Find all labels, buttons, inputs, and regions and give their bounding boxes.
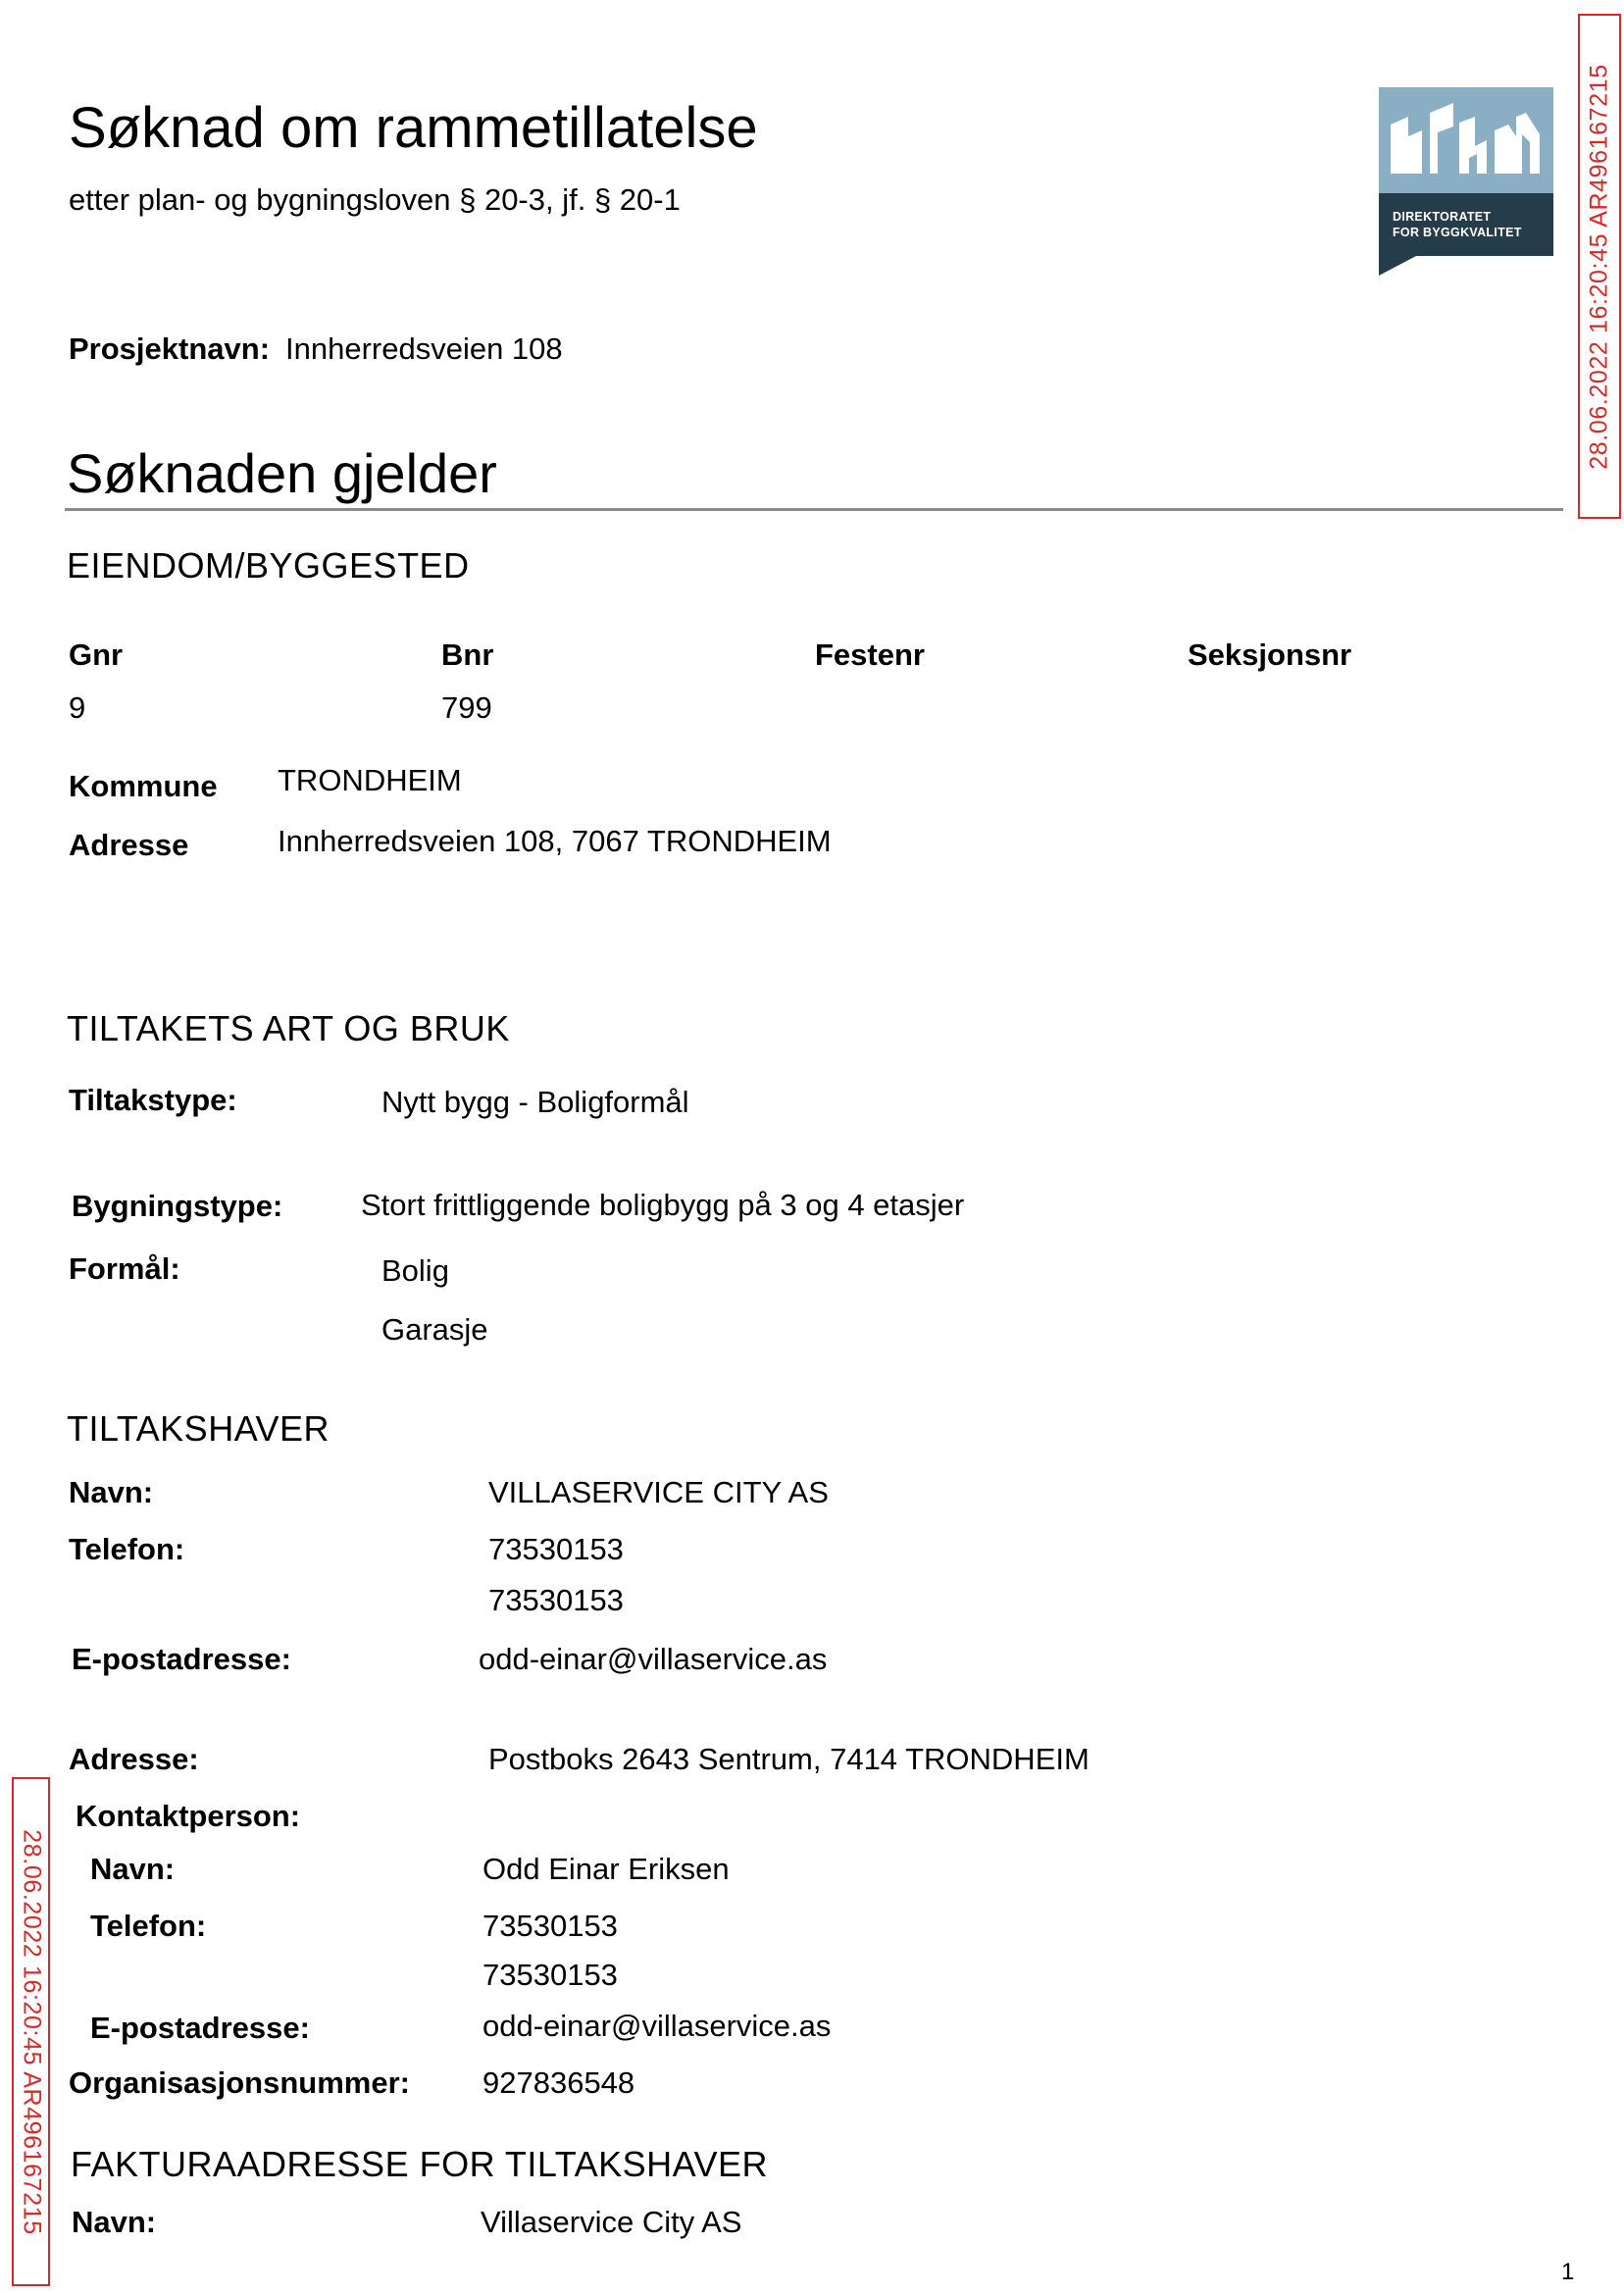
faktura-navn-label: Navn: bbox=[72, 2205, 157, 2239]
tiltakshaver-heading: TILTAKSHAVER bbox=[67, 1408, 330, 1449]
orgnr-label: Organisasjonsnummer: bbox=[69, 2065, 410, 2100]
tiltakshaver-adresse-value: Postboks 2643 Sentrum, 7414 TRONDHEIM bbox=[488, 1742, 1090, 1776]
kontakt-navn-label: Navn: bbox=[90, 1852, 176, 1886]
tiltakshaver-telefon-value: 73530153 bbox=[488, 1583, 624, 1617]
tiltakshaver-navn-value: VILLASERVICE CITY AS bbox=[488, 1475, 829, 1509]
heading-divider bbox=[65, 508, 1563, 511]
page-number: 1 bbox=[1561, 2259, 1575, 2285]
kommune-label: Kommune bbox=[69, 769, 218, 803]
kommune-value: TRONDHEIM bbox=[278, 763, 462, 797]
kontakt-telefon-value: 73530153 bbox=[482, 1958, 618, 1992]
kontakt-telefon-label: Telefon: bbox=[90, 1909, 207, 1943]
adresse-label: Adresse bbox=[69, 828, 189, 862]
bnr-label: Bnr bbox=[441, 637, 494, 672]
formal-label: Formål: bbox=[69, 1251, 180, 1286]
property-heading: EIENDOM/BYGGESTED bbox=[67, 545, 470, 586]
kontakt-telefon-value: 73530153 bbox=[482, 1909, 618, 1943]
document-title: Søknad om rammetillatelse bbox=[69, 96, 758, 160]
festenr-label: Festenr bbox=[815, 637, 925, 672]
logo-text: DIREKTORATET FOR BYGGKVALITET bbox=[1393, 210, 1522, 239]
kontakt-navn-value: Odd Einar Eriksen bbox=[482, 1852, 730, 1886]
adresse-value: Innherredsveien 108, 7067 TRONDHEIM bbox=[278, 824, 832, 858]
kontakt-epost-value: odd-einar@villaservice.as bbox=[482, 2009, 832, 2043]
dibk-logo bbox=[1379, 87, 1553, 276]
document-subtitle: etter plan- og bygningsloven § 20-3, jf. § 20-1 bbox=[69, 182, 681, 217]
tiltakshaver-telefon-label: Telefon: bbox=[69, 1532, 185, 1566]
tiltakshaver-epost-label: E-postadresse: bbox=[72, 1642, 291, 1676]
tiltakshaver-navn-label: Navn: bbox=[69, 1475, 154, 1509]
logo-tail-shape bbox=[1379, 256, 1416, 276]
bnr-value: 799 bbox=[441, 690, 492, 725]
tiltakshaver-epost-value: odd-einar@villaservice.as bbox=[479, 1642, 828, 1676]
logo-background bbox=[1379, 87, 1553, 256]
seksjonsnr-label: Seksjonsnr bbox=[1188, 637, 1352, 672]
faktura-heading: FAKTURAADRESSE FOR TILTAKSHAVER bbox=[71, 2144, 768, 2184]
section-heading: Søknaden gjelder bbox=[67, 442, 497, 504]
kontaktperson-label: Kontaktperson: bbox=[76, 1799, 301, 1833]
gnr-value: 9 bbox=[69, 690, 86, 725]
logo-building-icon bbox=[1379, 87, 1553, 193]
tiltakshaver-telefon-value: 73530153 bbox=[488, 1532, 624, 1566]
project-name-value: Innherredsveien 108 bbox=[285, 331, 563, 366]
tiltakshaver-adresse-label: Adresse: bbox=[69, 1742, 199, 1776]
bygningstype-label: Bygningstype: bbox=[72, 1189, 283, 1223]
formal-value-bolig: Bolig bbox=[381, 1253, 449, 1288]
kontakt-epost-label: E-postadresse: bbox=[90, 2011, 310, 2045]
tiltakstype-label: Tiltakstype: bbox=[69, 1083, 237, 1117]
tiltakstype-value: Nytt bygg - Boligformål bbox=[381, 1085, 689, 1119]
tiltak-heading: TILTAKETS ART OG BRUK bbox=[67, 1008, 510, 1048]
faktura-navn-value: Villaservice City AS bbox=[481, 2205, 742, 2239]
orgnr-value: 927836548 bbox=[482, 2065, 635, 2100]
timestamp-stamp-top: 28.06.2022 16:20:45 AR496167215 bbox=[1578, 14, 1621, 519]
timestamp-stamp-left: 28.06.2022 16:20:45 AR496167215 bbox=[12, 1777, 50, 2286]
gnr-label: Gnr bbox=[69, 637, 124, 672]
formal-value-garasje: Garasje bbox=[381, 1312, 488, 1347]
bygningstype-value: Stort frittliggende boligbygg på 3 og 4 etasjer bbox=[361, 1188, 965, 1222]
project-name-label: Prosjektnavn: bbox=[69, 331, 271, 366]
